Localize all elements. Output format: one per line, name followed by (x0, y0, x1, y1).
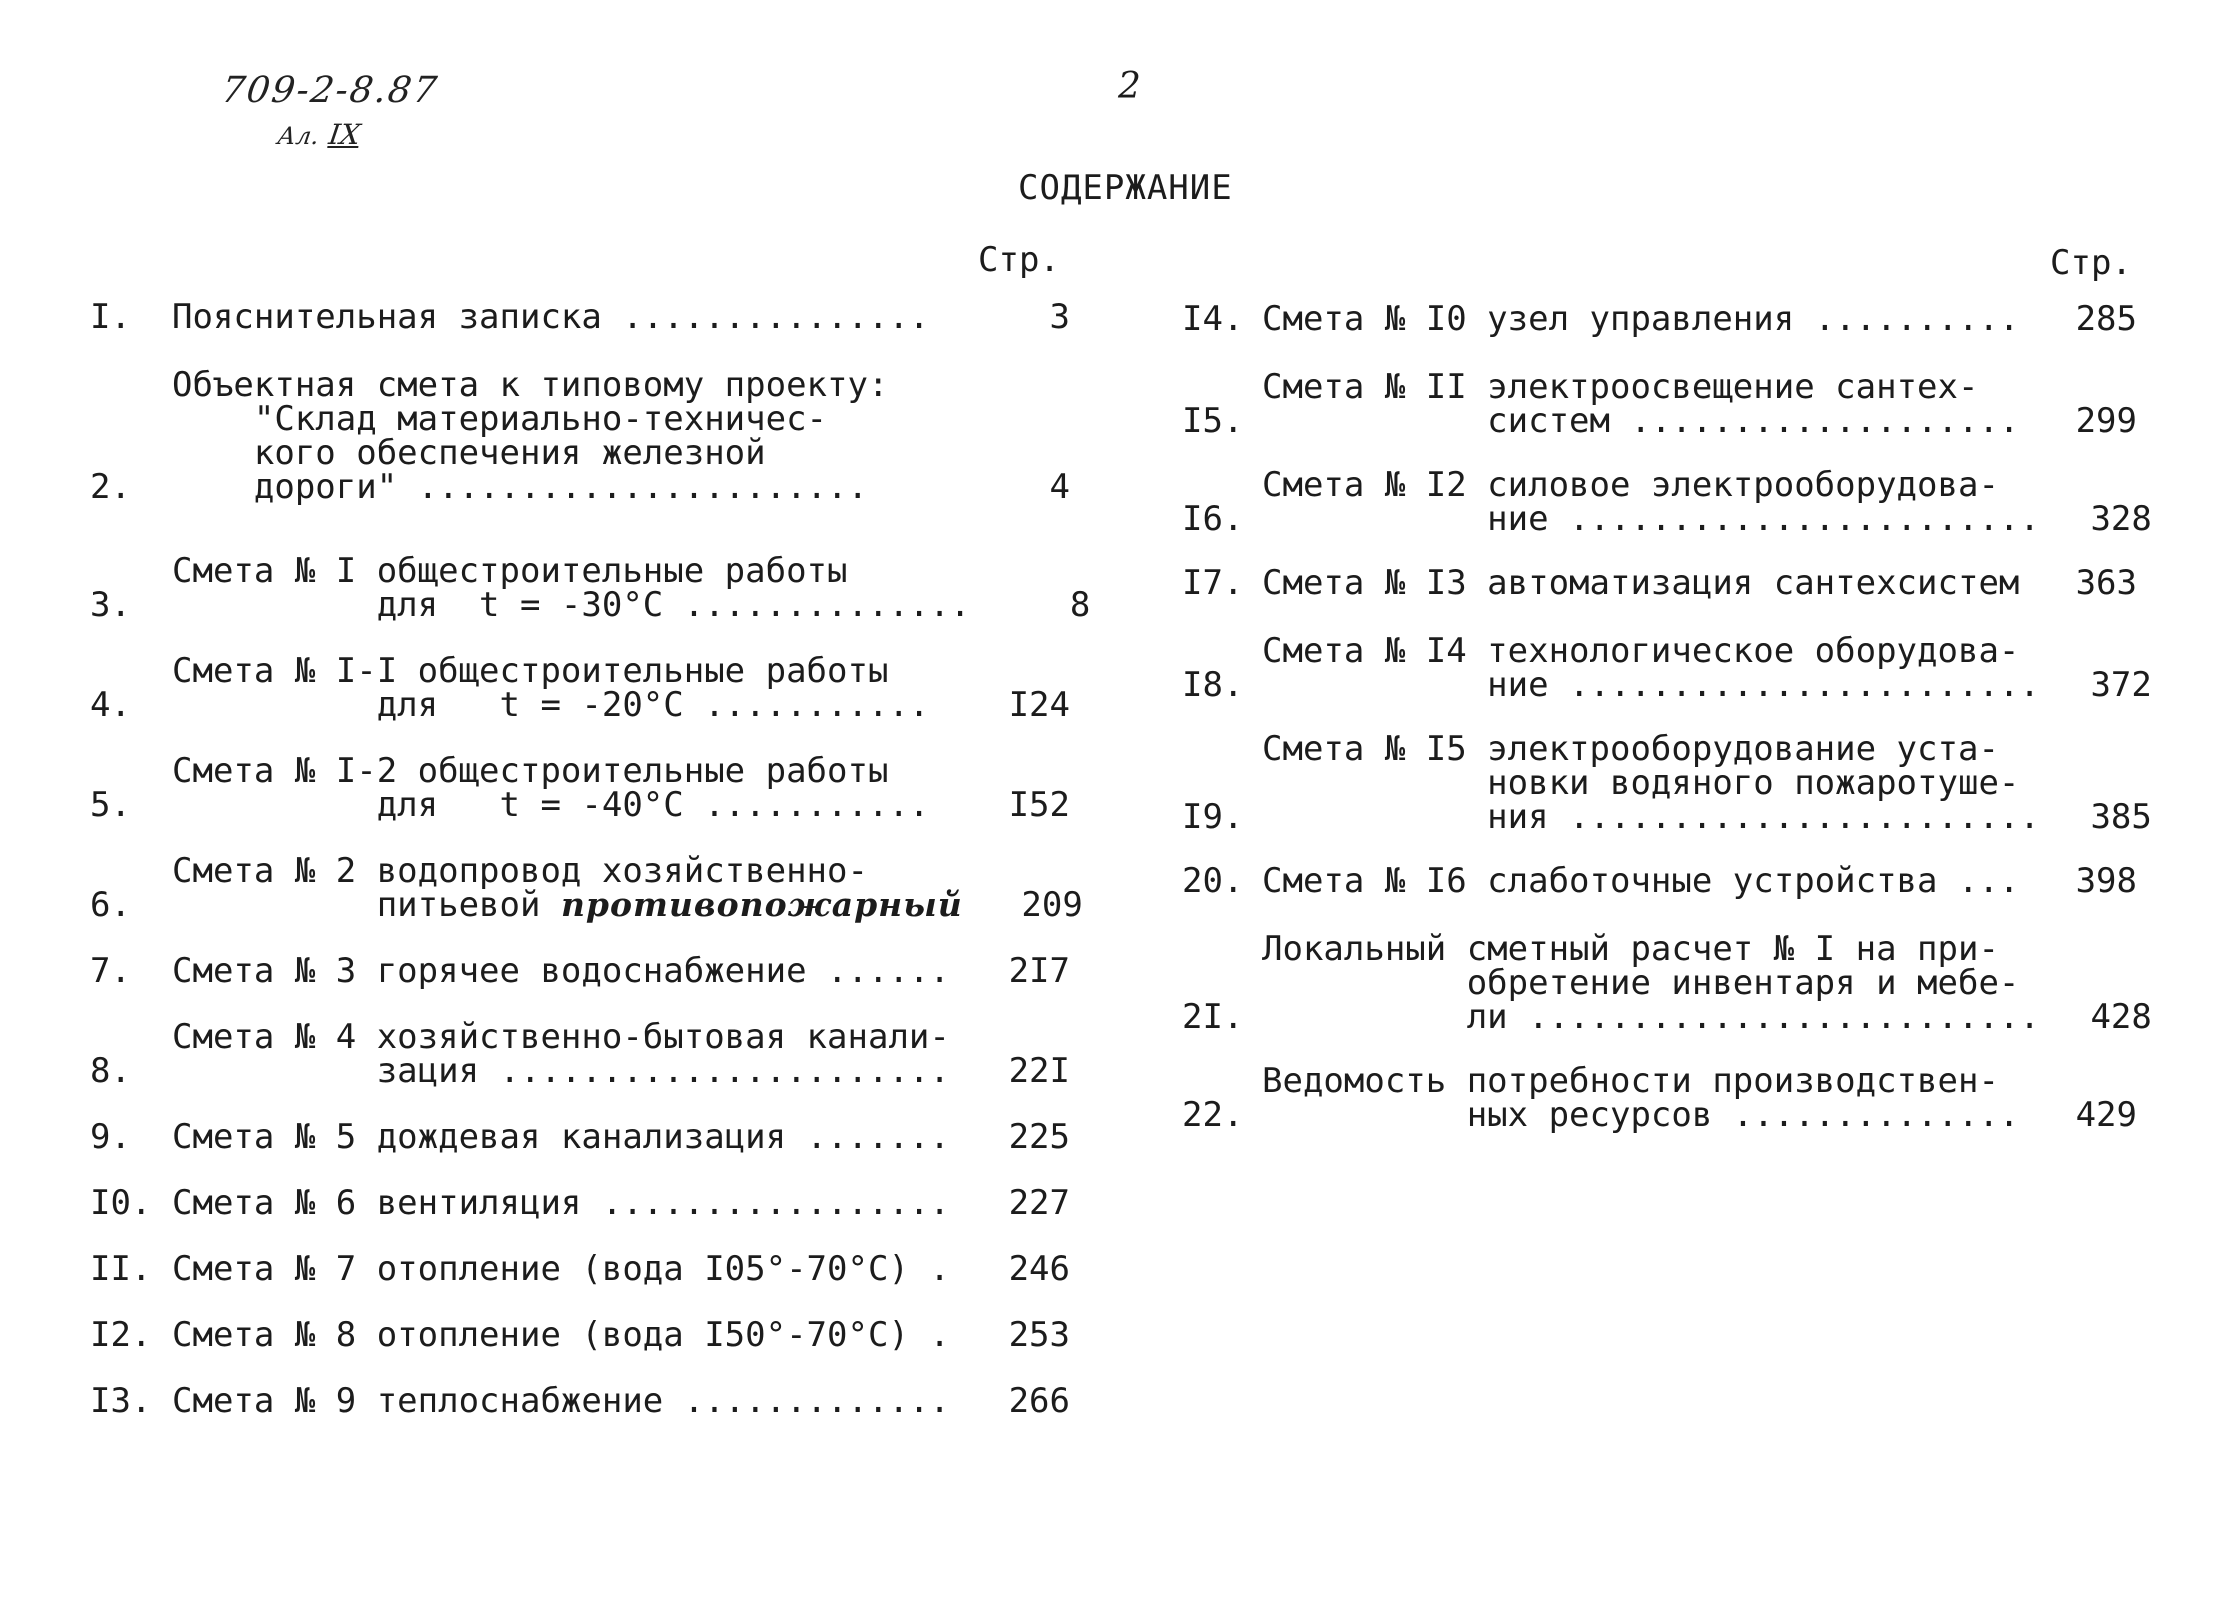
toc-entry-number: I7. (1182, 563, 1244, 603)
toc-entry-number: 4. (90, 685, 131, 725)
toc-entry-title: Смета № I-I общестроительные работы для t = -20°С ........... (172, 651, 930, 725)
toc-entry-number: 7. (90, 951, 131, 991)
toc-entry (90, 1315, 1070, 1355)
toc-entry-page: 398 (2075, 861, 2137, 901)
toc-entry-number: I4. (1182, 299, 1244, 339)
toc-entry-title: Смета № I3 автоматизация сантехсистем (1262, 563, 2020, 603)
toc-entry-number: I. (90, 297, 131, 337)
toc-entry-number: 3. (90, 585, 131, 625)
toc-entry (1182, 631, 2152, 705)
toc-entry-number: 2I. (1182, 997, 1244, 1037)
album-mark (276, 118, 363, 151)
toc-entry-number: I5. (1182, 401, 1244, 441)
page-column-header-left: Стр. (978, 240, 1060, 280)
toc-entry (1182, 861, 2137, 901)
toc-entry-number: 5. (90, 785, 131, 825)
page-number: 2 (1118, 66, 1141, 107)
toc-entry-number: I8. (1182, 665, 1244, 705)
toc-entry-title: Смета № I4 технологическое оборудова- ние ....................... (1262, 631, 2040, 705)
toc-entry-page: I24 (1008, 685, 1070, 725)
toc-entry (90, 297, 1070, 337)
toc-entry (90, 851, 1083, 925)
toc-entry (1182, 367, 2137, 441)
toc-entry-number: I9. (1182, 797, 1244, 837)
toc-entry-title: Объектная смета к типовому проекту: "Склад материально-техничес- кого обеспечения железной дороги" ...................... (172, 365, 889, 507)
toc-entry (90, 1183, 1070, 1223)
toc-entry (1182, 1061, 2137, 1135)
toc-entry-title: Ведомость потребности производствен- ных ресурсов .............. (1262, 1061, 2020, 1135)
album-number: IX (326, 118, 363, 151)
toc-entry-number: 20. (1182, 861, 1244, 901)
toc-entry-number: I6. (1182, 499, 1244, 539)
toc-entry-page: 3 (1049, 297, 1070, 337)
toc-entry-title: Смета № 8 отопление (вода I50°-70°С) . (172, 1315, 950, 1355)
toc-entry-title: Смета № 7 отопление (вода I05°-70°С) . (172, 1249, 950, 1289)
toc-entry-title: Смета № I-2 общестроительные работы для t = -40°С ........... (172, 751, 930, 825)
toc-entry-title: Смета № 3 горячее водоснабжение ...... (172, 951, 950, 991)
toc-entry-page: 4 (1049, 467, 1070, 507)
toc-entry-page: 299 (2075, 401, 2137, 441)
toc-entry (90, 751, 1070, 825)
page-title: СОДЕРЖАНИЕ (1018, 168, 1233, 208)
toc-entry (1182, 465, 2152, 539)
toc-entry-number: 22. (1182, 1095, 1244, 1135)
toc-entry-title: Локальный сметный расчет № I на при- обретение инвентаря и мебе- ли ......................... (1262, 929, 2040, 1037)
handwritten-insertion: противопожарный (560, 885, 963, 924)
toc-entry (90, 1117, 1070, 1157)
toc-entry-page: 253 (1008, 1315, 1070, 1355)
toc-entry-page: 246 (1008, 1249, 1070, 1289)
toc-entry-page: 22I (1008, 1051, 1070, 1091)
toc-entry-title: Смета № 4 хозяйственно-бытовая канали- зация ...................... (172, 1017, 950, 1091)
toc-entry-title: Смета № 9 теплоснабжение ............. (172, 1381, 950, 1421)
toc-entry-number: 9. (90, 1117, 131, 1157)
toc-entry-page: 2I7 (1008, 951, 1070, 991)
toc-entry-page: 225 (1008, 1117, 1070, 1157)
toc-entry-page: I52 (1008, 785, 1070, 825)
toc-entry-page: 266 (1008, 1381, 1070, 1421)
toc-entry-title: Смета № II электроосвещение сантех- систем ................... (1262, 367, 2020, 441)
toc-entry (1182, 299, 2137, 339)
album-label: Ал. (275, 122, 321, 150)
toc-entry-number: I3. (90, 1381, 152, 1421)
toc-entry-title: Смета № I2 силовое электрооборудова- ние ....................... (1262, 465, 2040, 539)
toc-entry (90, 1381, 1070, 1421)
toc-entry (90, 1249, 1070, 1289)
toc-entry-page: 285 (2075, 299, 2137, 339)
toc-entry-title: Смета № I общестроительные работы для t = -30°С .............. (172, 551, 971, 625)
toc-entry (1182, 563, 2137, 603)
toc-entry-number: 2. (90, 467, 131, 507)
toc-entry-title: Смета № 6 вентиляция ................. (172, 1183, 950, 1223)
toc-entry (90, 651, 1070, 725)
toc-entry-number: II. (90, 1249, 152, 1289)
toc-entry-page: 328 (2090, 499, 2152, 539)
toc-entry-page: 372 (2090, 665, 2152, 705)
toc-entry (90, 951, 1070, 991)
toc-entry (1182, 729, 2152, 837)
toc-entry-number: 6. (90, 885, 131, 925)
toc-entry-title: Смета № I6 слаботочные устройства ... (1262, 861, 2020, 901)
toc-entry-title: Смета № I0 узел управления .......... (1262, 299, 2020, 339)
toc-entry (90, 365, 1070, 507)
toc-entry-page: 428 (2090, 997, 2152, 1037)
toc-entry-title: Пояснительная записка ............... (172, 297, 930, 337)
toc-entry-title: Смета № I5 электрооборудование уста- новки водяного пожаротуше- ния ....................... (1262, 729, 2040, 837)
document-code: 709-2-8.87 (219, 70, 441, 111)
toc-entry (90, 551, 1091, 625)
toc-entry-number: I0. (90, 1183, 152, 1223)
toc-entry-page: 209 (1021, 885, 1083, 925)
toc-entry-page: 385 (2090, 797, 2152, 837)
toc-entry-page: 8 (1069, 585, 1091, 625)
page-column-header-right: Стр. (2050, 243, 2132, 283)
toc-entry-number: I2. (90, 1315, 152, 1355)
toc-entry-title: Смета № 2 водопровод хозяйственно- питьевой противопожарный (172, 851, 963, 925)
toc-entry (1182, 929, 2152, 1037)
toc-entry-page: 227 (1008, 1183, 1070, 1223)
toc-entry-title: Смета № 5 дождевая канализация ....... (172, 1117, 950, 1157)
toc-entry (90, 1017, 1070, 1091)
toc-entry-number: 8. (90, 1051, 131, 1091)
toc-entry-page: 429 (2075, 1095, 2137, 1135)
toc-entry-page: 363 (2075, 563, 2137, 603)
